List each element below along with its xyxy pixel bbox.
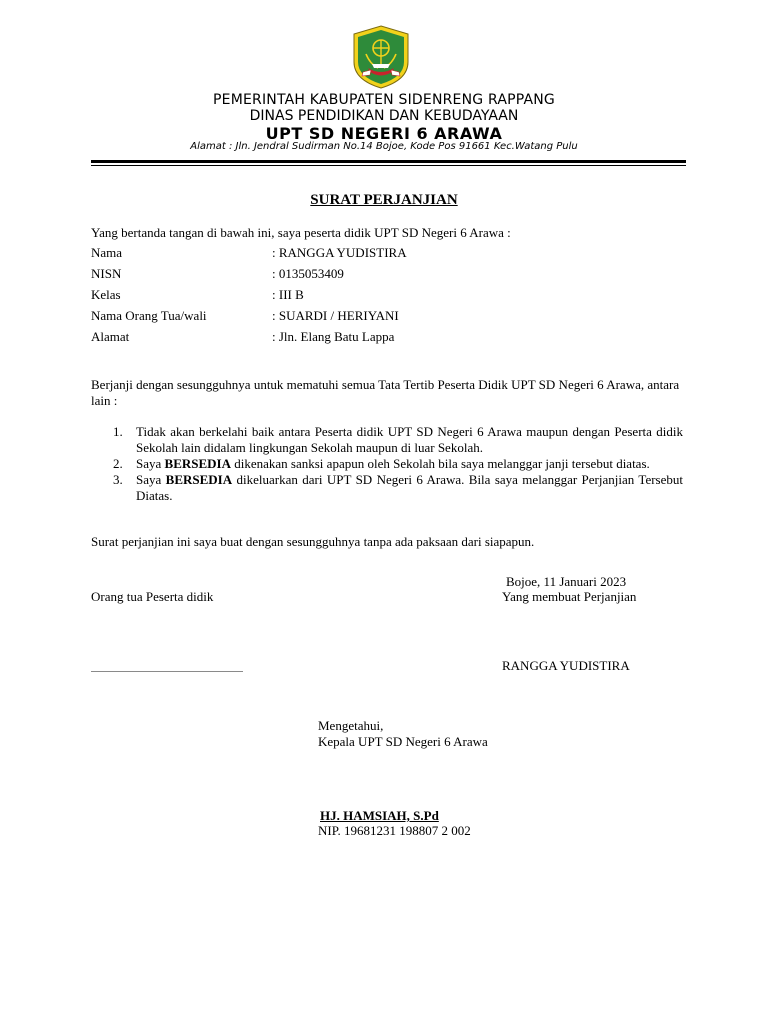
letterhead-address: Alamat : Jln. Jendral Sudirman No.14 Bojoe, Kode Pos 91661 Kec.Watang Pulu xyxy=(190,141,578,152)
acknowledged-label: Mengetahui, xyxy=(318,718,384,733)
document-title: SURAT PERJANJIAN xyxy=(310,192,458,208)
closing-statement: Surat perjanjian ini saya buat dengan sesungguhnya tanpa ada paksaan dari siapapun. xyxy=(91,534,535,549)
rules-list xyxy=(91,424,683,504)
identity-value: : RANGGA YUDISTIRA xyxy=(272,245,407,260)
intro-text: Yang bertanda tangan di bawah ini, saya peserta didik UPT SD Negeri 6 Arawa : xyxy=(91,225,511,240)
list-text: Tidak akan berkelahi baik antara Peserta didik UPT SD Negeri 6 Arawa maupun dengan Peserta didik Sekolah lain didalam lingkungan Sekolah maupun di luar Sekolah. xyxy=(136,424,683,455)
identity-value: : 0135053409 xyxy=(272,266,344,281)
list-emphasis: BERSEDIA xyxy=(165,472,233,487)
regency-emblem-icon xyxy=(348,24,414,90)
head-title: Kepala UPT SD Negeri 6 Arawa xyxy=(318,734,488,749)
list-number: 3. xyxy=(113,472,123,487)
list-number: 1. xyxy=(113,424,123,439)
list-item xyxy=(91,456,683,472)
parent-label: Orang tua Peserta didik xyxy=(91,589,214,604)
head-name: HJ. HAMSIAH, S.Pd xyxy=(320,808,439,823)
identity-value: : Jln. Elang Batu Lappa xyxy=(272,329,395,344)
list-text: dikeluarkan dari UPT SD Negeri 6 Arawa. Bila saya melanggar Perjanjian Tersebut Diatas. xyxy=(136,472,683,503)
maker-name: RANGGA YUDISTIRA xyxy=(502,658,630,673)
list-emphasis: BERSEDIA xyxy=(164,456,231,471)
identity-label: Nama Orang Tua/wali xyxy=(91,308,207,323)
maker-label: Yang membuat Perjanjian xyxy=(502,589,637,604)
identity-label: Alamat xyxy=(91,329,130,344)
head-nip: NIP. 19681231 198807 2 002 xyxy=(318,823,471,838)
letterhead-divider-thick xyxy=(91,160,686,163)
letterhead-department: DINAS PENDIDIKAN DAN KEBUDAYAAN xyxy=(249,108,519,124)
promise-paragraph: Berjanji dengan sesungguhnya untuk mematuhi semua Tata Tertib Peserta Didik UPT SD Negeri 6 Arawa, antara lain : xyxy=(91,377,680,408)
parent-signature-line xyxy=(91,671,243,672)
identity-label: NISN xyxy=(91,266,122,281)
identity-value: : SUARDI / HERIYANI xyxy=(272,308,399,323)
letterhead-school: UPT SD NEGERI 6 ARAWA xyxy=(265,124,503,143)
list-number: 2. xyxy=(113,456,123,471)
list-item xyxy=(91,424,683,456)
list-text: Saya xyxy=(136,472,166,487)
identity-value: : III B xyxy=(272,287,304,302)
list-item xyxy=(91,472,683,504)
letterhead-divider-thin xyxy=(91,165,686,166)
identity-label: Nama xyxy=(91,245,123,260)
identity-label: Kelas xyxy=(91,287,121,302)
list-text: dikenakan sanksi apapun oleh Sekolah bila saya melanggar janji tersebut diatas. xyxy=(231,456,650,471)
list-text: Saya xyxy=(136,456,165,471)
place-date: Bojoe, 11 Januari 2023 xyxy=(506,574,627,589)
letterhead-government: PEMERINTAH KABUPATEN SIDENRENG RAPPANG xyxy=(213,92,555,108)
